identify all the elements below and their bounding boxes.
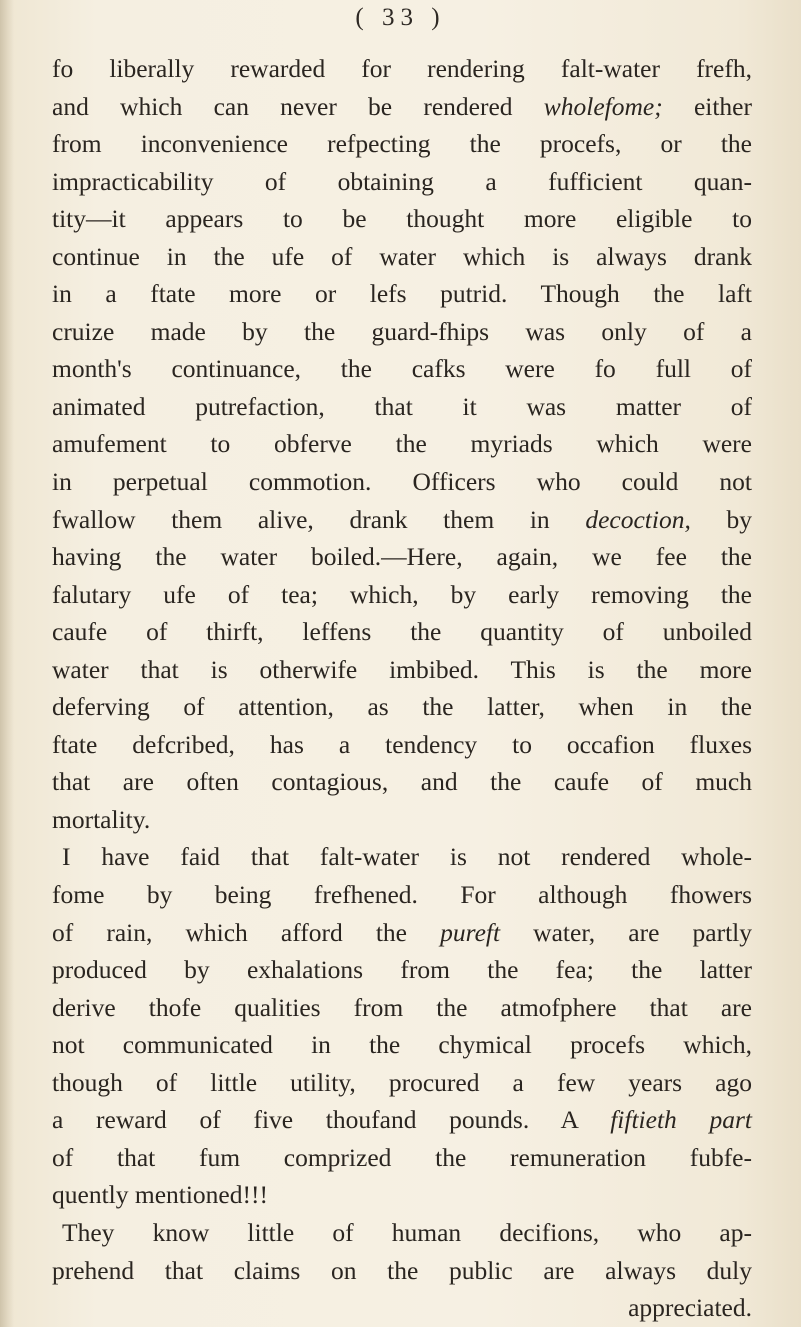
text-line bbox=[52, 876, 752, 914]
text-segment: of rain, which afford the bbox=[52, 917, 441, 947]
text-segment: continue in the ufe of water which is always drank bbox=[52, 241, 752, 271]
text-line bbox=[52, 125, 752, 163]
text-segment: either bbox=[662, 91, 752, 121]
text-line bbox=[52, 163, 752, 201]
italic-text: decoction, bbox=[585, 504, 691, 534]
paragraph bbox=[52, 50, 752, 838]
text-segment: caufe of thirft, leffens the quantity of unboiled bbox=[52, 617, 752, 647]
text-segment: having the water boiled.—Here, again, we fee the bbox=[52, 542, 752, 572]
text-line bbox=[52, 313, 752, 351]
text-line bbox=[52, 989, 752, 1027]
text-segment: falutary ufe of tea; which, by early removing the bbox=[52, 579, 752, 609]
text-segment: not communicated in the chymical procefs which, bbox=[52, 1030, 752, 1060]
text-line bbox=[52, 1289, 752, 1327]
text-segment: animated putrefaction, that it was matter of bbox=[52, 391, 752, 421]
text-segment: impracticability of obtaining a fufficient quan- bbox=[52, 166, 752, 196]
text-line bbox=[52, 238, 752, 276]
text-segment: though of little utility, procured a few years ago bbox=[52, 1067, 752, 1097]
text-line bbox=[52, 801, 752, 839]
text-line bbox=[52, 1176, 752, 1214]
text-segment: I have faid that falt-water is not rendered whole- bbox=[62, 842, 752, 872]
text-line bbox=[52, 388, 752, 426]
text-line bbox=[52, 914, 752, 952]
text-segment: of that fum comprized the remuneration fubfe- bbox=[52, 1142, 752, 1172]
text-segment: fome by being frefhened. For although fhowers bbox=[52, 880, 752, 910]
text-line bbox=[52, 88, 752, 126]
text-segment: water that is otherwife imbibed. This is the more bbox=[52, 654, 752, 684]
text-line bbox=[52, 613, 752, 651]
text-line bbox=[52, 50, 752, 88]
paragraph bbox=[52, 838, 752, 1213]
text-line bbox=[52, 726, 752, 764]
text-line bbox=[52, 1026, 752, 1064]
text-segment: from inconvenience refpecting the procefs, or the bbox=[52, 129, 752, 159]
text-line bbox=[52, 651, 752, 689]
text-segment: cruize made by the guard-fhips was only of a bbox=[52, 316, 752, 346]
text-line bbox=[52, 576, 752, 614]
text-segment: prehend that claims on the public are always duly bbox=[52, 1255, 752, 1285]
text-line bbox=[52, 275, 752, 313]
text-segment: deferving of attention, as the latter, when in the bbox=[52, 692, 752, 722]
text-segment: derive thofe qualities from the atmofphere that are bbox=[52, 992, 752, 1022]
text-segment: quently mentioned!!! bbox=[52, 1180, 268, 1210]
text-segment: that are often contagious, and the caufe of much bbox=[52, 767, 752, 797]
text-segment: by bbox=[690, 504, 752, 534]
text-line bbox=[52, 1139, 752, 1177]
text-segment: fwallow them alive, drank them in bbox=[52, 504, 586, 534]
body-text bbox=[52, 50, 752, 1327]
text-segment: in a ftate more or lefs putrid. Though the laft bbox=[52, 279, 752, 309]
text-segment: They know little of human decifions, who ap- bbox=[62, 1217, 752, 1247]
text-line bbox=[52, 1101, 752, 1139]
text-line bbox=[52, 425, 752, 463]
text-line bbox=[52, 1252, 752, 1290]
text-line bbox=[52, 538, 752, 576]
text-segment: water, are partly bbox=[500, 917, 752, 947]
italic-text: fiftieth part bbox=[610, 1105, 752, 1135]
text-segment: mortality. bbox=[52, 804, 151, 834]
text-line bbox=[52, 838, 752, 876]
text-line bbox=[52, 763, 752, 801]
text-line bbox=[52, 951, 752, 989]
text-segment: produced by exhalations from the fea; the latter bbox=[52, 955, 752, 985]
text-line bbox=[52, 1214, 752, 1252]
text-segment: fo liberally rewarded for rendering falt-water frefh, bbox=[52, 54, 752, 83]
paragraph bbox=[52, 1214, 752, 1327]
text-segment: appreciated. bbox=[628, 1293, 752, 1323]
text-line bbox=[52, 501, 752, 539]
text-segment: ftate defcribed, has a tendency to occafion fluxes bbox=[52, 729, 752, 759]
text-line bbox=[52, 1064, 752, 1102]
italic-text: wholefome; bbox=[543, 91, 663, 121]
text-segment: a reward of five thoufand pounds. A bbox=[52, 1105, 611, 1135]
text-segment: month's continuance, the cafks were fo full of bbox=[52, 354, 752, 384]
text-line bbox=[52, 200, 752, 238]
text-segment: tity—it appears to be thought more eligible to bbox=[52, 204, 752, 234]
text-segment: amufement to obferve the myriads which were bbox=[52, 429, 752, 459]
text-line bbox=[52, 350, 752, 388]
page-number: ( 33 ) bbox=[355, 4, 446, 31]
text-segment: and which can never be rendered bbox=[52, 91, 544, 121]
italic-text: pureft bbox=[440, 917, 501, 947]
text-line bbox=[52, 463, 752, 501]
page-gutter-shadow bbox=[0, 0, 14, 1327]
text-segment: in perpetual commotion. Officers who could not bbox=[52, 467, 752, 497]
text-line bbox=[52, 688, 752, 726]
